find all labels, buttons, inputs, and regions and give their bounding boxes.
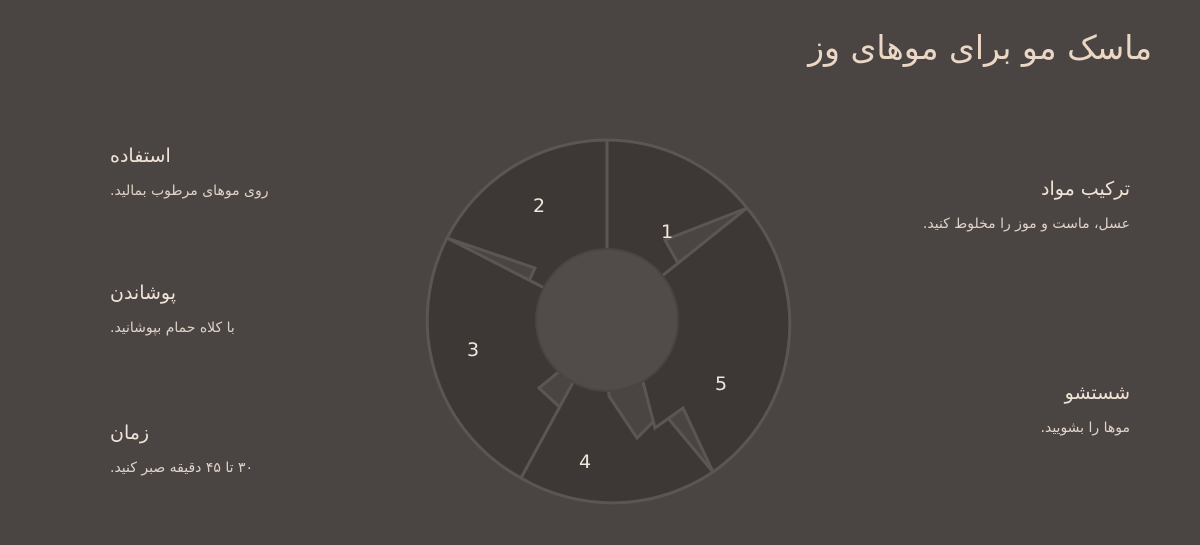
segment-5-label (810, 382, 1130, 438)
segment-1-number: 1 (660, 221, 674, 243)
segment-4-description: ۳۰ تا ۴۵ دقیقه صبر کنید. (110, 459, 253, 476)
segment-5-number: 5 (714, 373, 728, 395)
segment-2-description: روی موهای مرطوب بمالید. (110, 182, 269, 199)
segment-1-heading: ترکیب مواد (1041, 178, 1130, 200)
segmented-donut-diagram (417, 120, 797, 520)
segment-3-heading: پوشاندن (110, 282, 177, 304)
segment-3-number: 3 (466, 339, 480, 361)
segment-3-label (110, 282, 395, 338)
segment-3-description: با کلاه حمام بپوشانید. (110, 319, 235, 336)
segment-5-description: موها را بشویید. (1040, 419, 1130, 436)
segment-5-heading: شستشو (1064, 382, 1130, 404)
segment-4-number: 4 (578, 451, 592, 473)
segment-4-label (110, 422, 395, 478)
segment-1-label (810, 178, 1130, 234)
page-title: ماسک مو برای موهای وز (808, 28, 1152, 67)
segment-2-label (110, 145, 395, 201)
segment-1-description: عسل، ماست و موز را مخلوط کنید. (922, 215, 1130, 232)
segment-2-heading: استفاده (110, 145, 171, 167)
donut-center-hole (537, 250, 677, 390)
segment-2-number: 2 (532, 195, 546, 217)
segment-4-heading: زمان (110, 422, 150, 444)
